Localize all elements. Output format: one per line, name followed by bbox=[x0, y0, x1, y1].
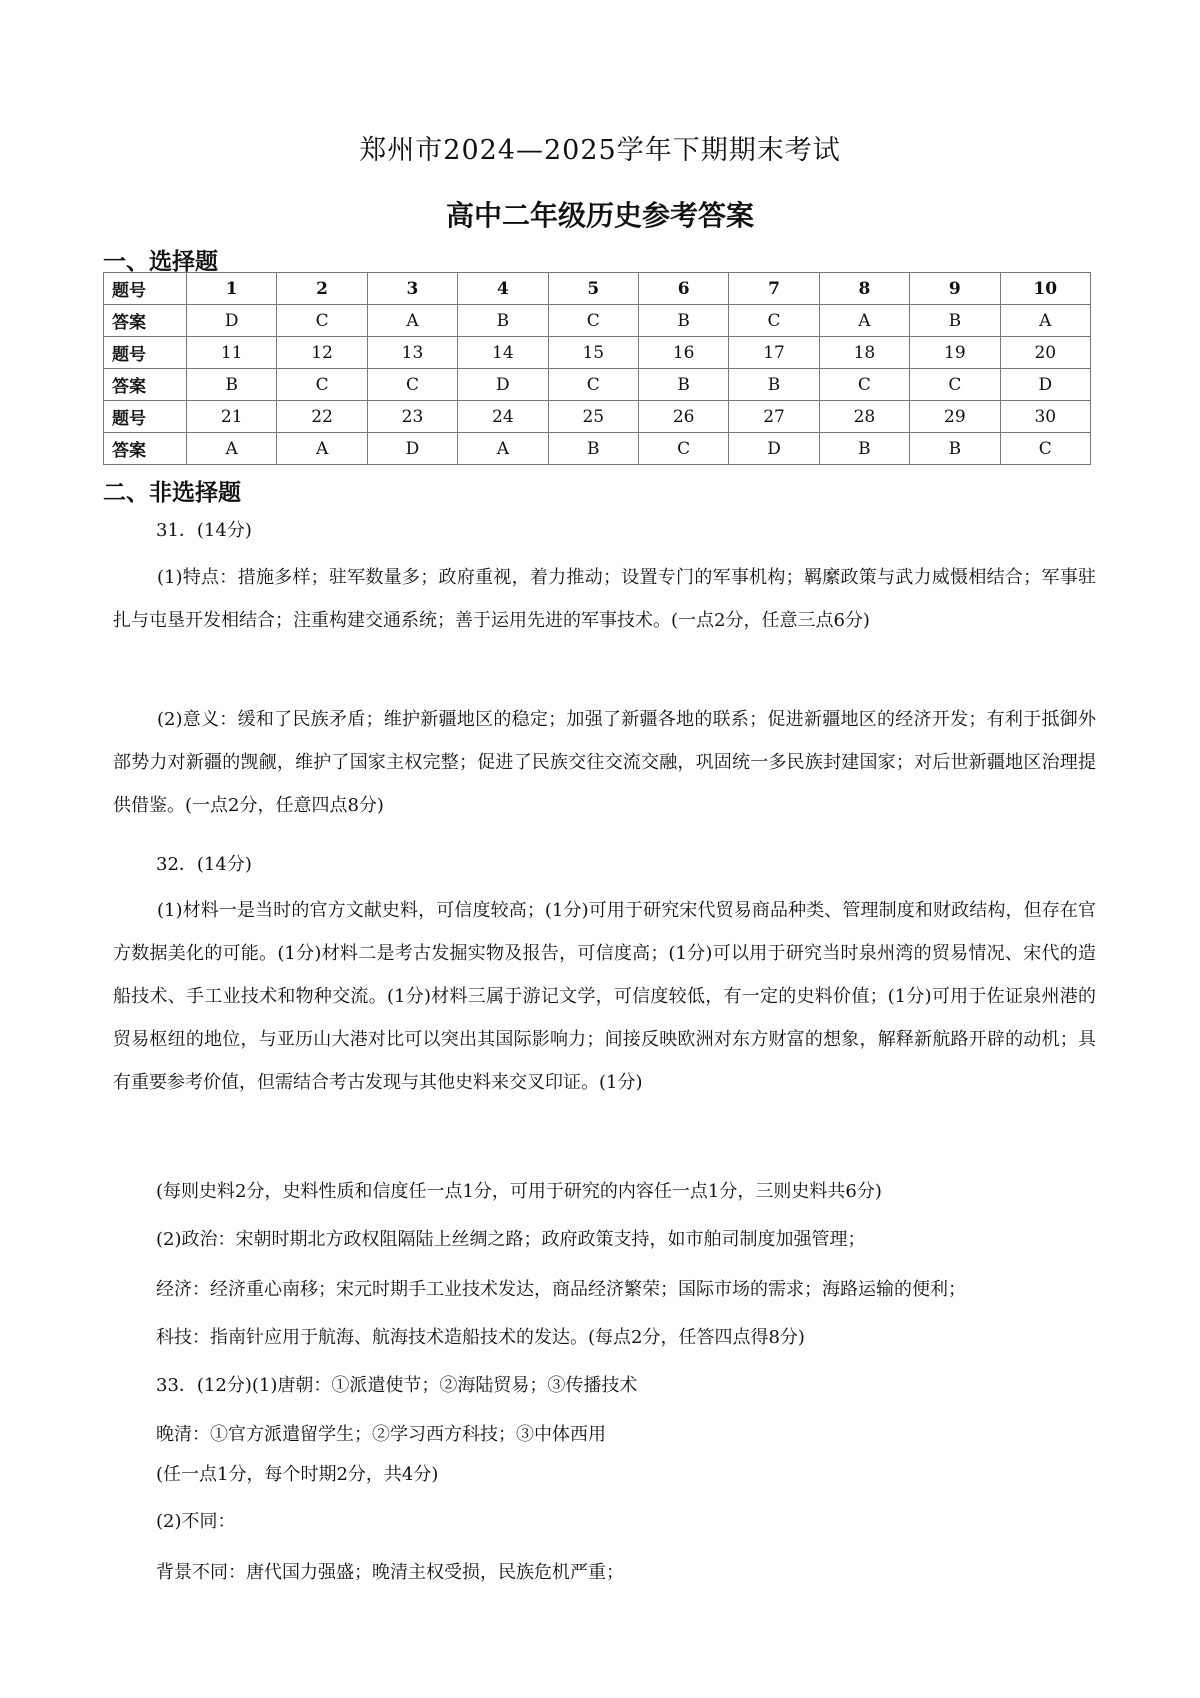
question-number: 14 bbox=[458, 337, 548, 369]
question-number-label: 题号 bbox=[104, 273, 187, 305]
q32-part2-technology: 科技：指南针应用于航海、航海技术造船技术的发达。(每点2分，任答四点得8分) bbox=[156, 1327, 805, 1348]
answer-cell: B bbox=[910, 305, 1000, 337]
answer-cell: A bbox=[819, 305, 909, 337]
question-number: 10 bbox=[1000, 273, 1090, 305]
question-number: 3 bbox=[367, 273, 457, 305]
answer-row bbox=[104, 305, 1091, 337]
answer-cell: C bbox=[367, 369, 457, 401]
answer-cell: B bbox=[910, 433, 1000, 465]
answer-cell: D bbox=[729, 433, 819, 465]
question-number: 12 bbox=[277, 337, 367, 369]
answer-cell: B bbox=[187, 369, 277, 401]
q33-part2-heading: (2)不同： bbox=[156, 1511, 236, 1532]
question-number: 28 bbox=[819, 401, 909, 433]
answer-cell: B bbox=[638, 305, 728, 337]
question-number: 30 bbox=[1000, 401, 1090, 433]
question-number: 24 bbox=[458, 401, 548, 433]
question-number: 18 bbox=[819, 337, 909, 369]
question-number: 11 bbox=[187, 337, 277, 369]
answer-cell: B bbox=[729, 369, 819, 401]
answer-row bbox=[104, 433, 1091, 465]
answer-cell: A bbox=[277, 433, 367, 465]
q33-part2-background: 背景不同：唐代国力强盛；晚清主权受损，民族危机严重； bbox=[156, 1562, 624, 1583]
answer-cell: C bbox=[729, 305, 819, 337]
answer-cell: D bbox=[458, 369, 548, 401]
answer-cell: C bbox=[1000, 433, 1090, 465]
question-number-row bbox=[104, 337, 1091, 369]
question-number: 29 bbox=[910, 401, 1000, 433]
section-multiple-choice-heading: 一、选择题 bbox=[103, 249, 218, 275]
question-number-row bbox=[104, 273, 1091, 305]
question-number: 17 bbox=[729, 337, 819, 369]
q33-part1-late-qing: 晚清：①官方派遣留学生；②学习西方科技；③中体西用 bbox=[156, 1424, 606, 1445]
question-number: 22 bbox=[277, 401, 367, 433]
question-number: 19 bbox=[910, 337, 1000, 369]
section-free-response-heading: 二、非选择题 bbox=[103, 480, 241, 506]
answer-cell: C bbox=[548, 305, 638, 337]
answer-table bbox=[103, 272, 1091, 465]
question-number: 27 bbox=[729, 401, 819, 433]
answer-cell: B bbox=[548, 433, 638, 465]
answer-cell: A bbox=[367, 305, 457, 337]
answer-cell: A bbox=[458, 433, 548, 465]
question-number-row bbox=[104, 401, 1091, 433]
question-number: 15 bbox=[548, 337, 638, 369]
question-number: 2 bbox=[277, 273, 367, 305]
q33-part1-scoring: (任一点1分，每个时期2分，共4分) bbox=[156, 1464, 439, 1485]
q32-scoring-note: (每则史料2分，史料性质和信度任一点1分，可用于研究的内容任一点1分，三则史料共6分) bbox=[156, 1181, 882, 1202]
question-number: 13 bbox=[367, 337, 457, 369]
question-number-label: 题号 bbox=[104, 401, 187, 433]
answer-cell: B bbox=[819, 433, 909, 465]
answer-cell: B bbox=[458, 305, 548, 337]
q32-part2-economy: 经济：经济重心南移；宋元时期手工业技术发达，商品经济繁荣；国际市场的需求；海路运输的便利； bbox=[156, 1279, 966, 1300]
question-number: 21 bbox=[187, 401, 277, 433]
answer-label: 答案 bbox=[104, 433, 187, 465]
answer-cell: C bbox=[277, 369, 367, 401]
question-number: 4 bbox=[458, 273, 548, 305]
q31-part2-answer: (2)意义：缓和了民族矛盾；维护新疆地区的稳定；加强了新疆各地的联系；促进新疆地区的经济开发；有利于抵御外部势力对新疆的觊觎，维护了国家主权完整；促进了民族交往交流交融，巩固统一多民族封建国家；对后世新疆地区治理提供借鉴。(一点2分，任意四点8分) bbox=[113, 709, 1096, 816]
q31-part1-answer: (1)特点：措施多样；驻军数量多；政府重视，着力推动；设置专门的军事机构；羁縻政策与武力威慑相结合；军事驻扎与屯垦开发相结合；注重构建交通系统；善于运用先进的军事技术。(一点2分，任意三点6分) bbox=[113, 567, 1096, 631]
answer-label: 答案 bbox=[104, 369, 187, 401]
question-number: 20 bbox=[1000, 337, 1090, 369]
q32-heading: 32．(14分) bbox=[156, 854, 252, 875]
question-number: 5 bbox=[548, 273, 638, 305]
question-number: 1 bbox=[187, 273, 277, 305]
question-number: 7 bbox=[729, 273, 819, 305]
answer-cell: A bbox=[1000, 305, 1090, 337]
exam-title: 郑州市2024—2025学年下期期末考试 bbox=[359, 135, 841, 166]
question-number: 26 bbox=[638, 401, 728, 433]
answer-cell: C bbox=[277, 305, 367, 337]
question-number-label: 题号 bbox=[104, 337, 187, 369]
answer-cell: B bbox=[638, 369, 728, 401]
answer-cell: A bbox=[187, 433, 277, 465]
answer-cell: D bbox=[367, 433, 457, 465]
question-number: 6 bbox=[638, 273, 728, 305]
question-number: 16 bbox=[638, 337, 728, 369]
q33-part1-tang: 33．(12分)(1)唐朝：①派遣使节；②海陆贸易；③传播技术 bbox=[156, 1375, 638, 1396]
answer-cell: D bbox=[187, 305, 277, 337]
q31-heading: 31．(14分) bbox=[156, 520, 252, 541]
question-number: 25 bbox=[548, 401, 638, 433]
question-number: 9 bbox=[910, 273, 1000, 305]
question-number: 8 bbox=[819, 273, 909, 305]
answer-cell: C bbox=[819, 369, 909, 401]
answer-key-title: 高中二年级历史参考答案 bbox=[445, 199, 754, 232]
answer-cell: C bbox=[910, 369, 1000, 401]
q32-part1-answer: (1)材料一是当时的官方文献史料，可信度较高；(1分)可用于研究宋代贸易商品种类、管理制度和财政结构，但存在官方数据美化的可能。(1分)材料二是考古发掘实物及报告，可信度高；(1分)可以用于研究当时泉州湾的贸易情况、宋代的造船技术、手工业技术和物种交流。(1分)材料三属于游记文学，可信度较低，有一定的史料价值；(1分)可用于佐证泉州港的贸易枢纽的地位，与亚历山大港对比可以突出其国际影响力；间接反映欧洲对东方财富的想象，解释新航路开辟的动机；具有重要参考价值，但需结合考古发现与其他史料来交叉印证。(1分) bbox=[113, 900, 1096, 1093]
answer-cell: C bbox=[548, 369, 638, 401]
answer-cell: D bbox=[1000, 369, 1090, 401]
answer-cell: C bbox=[638, 433, 728, 465]
question-number: 23 bbox=[367, 401, 457, 433]
answer-label: 答案 bbox=[104, 305, 187, 337]
answer-row bbox=[104, 369, 1091, 401]
q32-part2-politics: (2)政治：宋朝时期北方政权阻隔陆上丝绸之路；政府政策支持，如市舶司制度加强管理； bbox=[156, 1229, 866, 1250]
